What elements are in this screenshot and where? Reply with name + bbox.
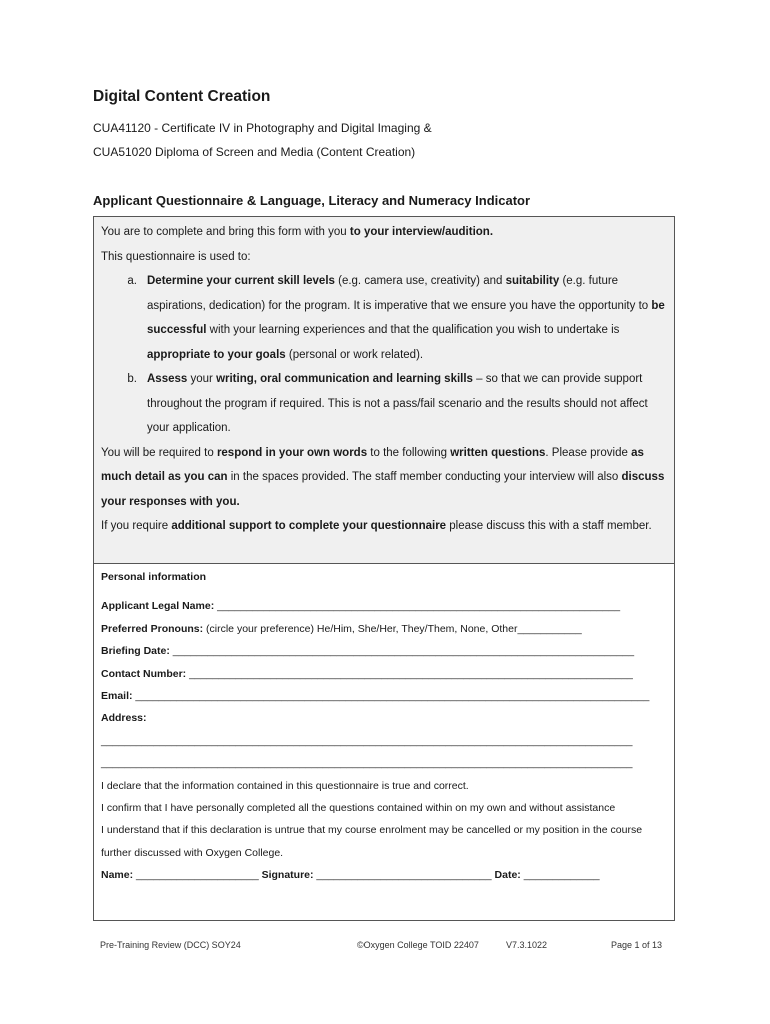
address-line-1[interactable]: ___________________________________________________________________________________________ [101, 734, 633, 747]
address-line-2[interactable]: ___________________________________________________________________________________________ [101, 757, 633, 770]
date-label: Date: [494, 869, 521, 882]
intro-paragraph-4 [101, 514, 667, 539]
heading-text: Personal information [101, 571, 207, 583]
emphasis: respond in your own words [216, 446, 368, 459]
field-label: Preferred Pronouns: [101, 622, 204, 635]
text: If you require [101, 520, 172, 532]
field-line[interactable]: (circle your preference) He/Him, She/Her, They/Them, None, Other___________ [203, 622, 582, 635]
contact-number-field[interactable] [101, 663, 667, 685]
text: – so that we can provide support throughout the program if required. This is not a pass/fail scenario and the results should not affect your application. [147, 373, 648, 434]
intro-text: You are to complete and bring this form with you [101, 226, 350, 238]
field-label: Contact Number: [101, 667, 187, 680]
list-item-text [147, 367, 667, 441]
intro-paragraph-2: This questionnaire is used to: [101, 250, 251, 263]
applicant-legal-name-field[interactable] [101, 595, 667, 617]
list-marker: b. [127, 373, 137, 385]
name-field[interactable]: _____________________ [133, 869, 262, 882]
text: (e.g. camera use, creativity) and [334, 275, 506, 287]
footer-copyright: ©Oxygen College TOID 22407 [357, 940, 479, 950]
list-marker: a. [127, 275, 137, 287]
section-title: Applicant Questionnaire & Language, Literacy and Numeracy Indicator [93, 193, 531, 208]
instructions-box [93, 216, 675, 564]
briefing-date-field[interactable] [101, 640, 667, 662]
text: to the following [367, 446, 451, 459]
name-label: Name: [101, 869, 134, 882]
text: You will be required to [101, 446, 217, 459]
field-label: Address: [101, 712, 147, 725]
text: . Please provide [545, 446, 632, 459]
list-item-text [147, 269, 667, 367]
intro-paragraph-1 [101, 220, 667, 245]
field-line[interactable]: ________________________________________________________________________________________ [132, 690, 650, 703]
text: with your learning experiences and that the qualification you wish to undertake is [206, 324, 620, 336]
emphasis: suitability [505, 275, 560, 287]
text: your [187, 373, 217, 385]
date-field[interactable]: _____________ [520, 869, 600, 882]
emphasis: be successful [147, 299, 665, 336]
emphasis: as much detail as you can [101, 446, 644, 483]
field-label: Briefing Date: [101, 645, 170, 658]
emphasis: appropriate to your goals [147, 348, 286, 361]
signature-row [101, 864, 667, 886]
footer-version: V7.3.1022 [506, 940, 548, 950]
email-field[interactable] [101, 685, 667, 707]
footer-document-name: Pre-Training Review (DCC) SOY24 [100, 940, 241, 950]
emphasis: writing, oral communication and learning skills [216, 373, 473, 385]
list-item-a [101, 269, 667, 367]
intro-paragraph-3 [101, 441, 667, 515]
emphasis: additional support to complete your questionnaire [171, 520, 447, 532]
field-label: Email: [101, 690, 133, 703]
qualification-line-1: CUA41120 - Certificate IV in Photography and Digital Imaging & [93, 121, 432, 135]
declaration-2: I confirm that I have personally completed all the questions contained within on my own and without assistance [101, 802, 616, 815]
qualification-line-2: CUA51020 Diploma of Screen and Media (Content Creation) [93, 145, 416, 159]
declaration-3: I understand that if this declaration is untrue that my course enrolment may be cancelled or my position in the course further discussed with Oxygen College. [101, 824, 643, 859]
personal-information-box [93, 563, 675, 921]
signature-label: Signature: [261, 869, 314, 882]
document-title: Digital Content Creation [93, 88, 271, 105]
list-item-b [101, 367, 667, 441]
text: (e.g. future aspirations, dedication) for the program. It is imperative that we ensure you have the opportunity to [147, 275, 652, 312]
emphasis: written questions [450, 446, 546, 459]
declaration-1: I declare that the information contained in this questionnaire is true and correct. [101, 779, 469, 792]
field-line[interactable]: _____________________________________________________________________ [214, 600, 621, 613]
emphasis: Assess [147, 373, 188, 385]
intro-emphasis: to your interview/audition. [349, 226, 494, 238]
text: in the spaces provided. The staff member conducting your interview will also [227, 471, 622, 483]
field-line[interactable]: ____________________________________________________________________________ [186, 667, 633, 680]
personal-heading [101, 566, 667, 588]
emphasis: Determine your current skill levels [147, 275, 335, 287]
text: (personal or work related). [285, 348, 424, 361]
emphasis: discuss your responses with you. [101, 471, 665, 508]
signature-field[interactable]: ______________________________ [313, 869, 495, 882]
preferred-pronouns-field[interactable] [101, 618, 667, 640]
field-line[interactable]: _______________________________________________________________________________ [169, 645, 635, 658]
field-label: Applicant Legal Name: [101, 600, 215, 613]
address-label [101, 707, 667, 729]
footer-page-number: Page 1 of 13 [611, 940, 663, 950]
text: please discuss this with a staff member. [446, 520, 652, 532]
